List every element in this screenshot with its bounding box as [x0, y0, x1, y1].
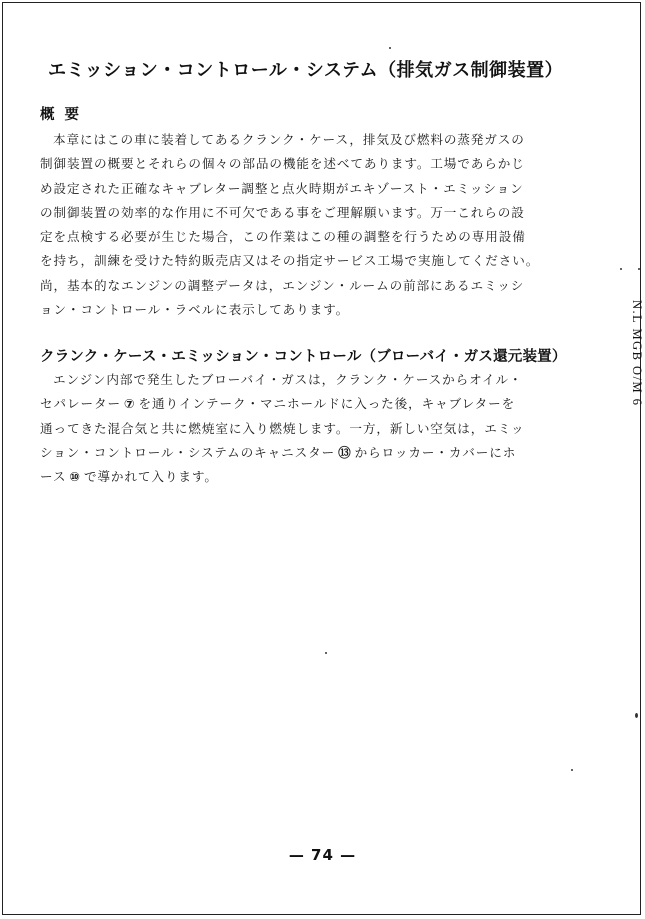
- section-heading-crankcase-emission: クランク・ケース・エミッション・コントロール（ブローバイ・ガス還元装置）: [40, 349, 567, 365]
- line-text: を通りインテーク・マニホールドに入った後，キャブレターを: [138, 396, 516, 412]
- paragraph-line: [40, 368, 602, 392]
- paragraph-line: の制御装置の効率的な作用に不可欠である事をご理解願います。万一これらの設: [40, 204, 525, 220]
- paragraph-line: 制御装置の概要とそれらの個々の部品の機能を述べてあります。工場であらかじ: [40, 156, 525, 172]
- scan-speck: [571, 769, 573, 771]
- paragraph-line: [40, 441, 602, 465]
- page-number: — 74 —: [288, 846, 357, 864]
- paragraph-line: を持ち，訓練を受けた特約販売店又はその指定サービス工場で実施してください。: [40, 253, 540, 269]
- line-text: セパレーター: [40, 396, 121, 412]
- line-text: ション・コントロール・システムのキャニスター: [40, 444, 336, 460]
- paragraph-line: [40, 417, 602, 441]
- overview-paragraph: [40, 128, 602, 322]
- crankcase-paragraph: [40, 368, 602, 489]
- line-text: エンジン内部で発生したブローバイ・ガスは，クランク・ケースからオイル・: [53, 372, 523, 387]
- line-text: 通ってきた混合気と共に燃焼室に入り燃焼します。一方，新しい空気は，エミッ: [40, 420, 525, 436]
- part-reference-number: ⑬: [338, 444, 352, 460]
- side-margin-label-text: N.L MGB O/M 6: [630, 300, 644, 407]
- scan-speck: [325, 652, 327, 654]
- scan-speck: [620, 268, 622, 270]
- paragraph-line: め設定された正確なキャブレター調整と点火時期がエキゾースト・エミッション: [40, 180, 524, 196]
- paragraph-line: ョン・コントロール・ラベルに表示してあります。: [40, 302, 350, 318]
- scan-speck: [635, 713, 638, 718]
- paragraph-line: 本章にはこの車に装着してあるクランク・ケース，排気及び燃料の蒸発ガスの: [53, 132, 525, 147]
- part-reference-number: ⑦: [123, 396, 136, 412]
- paragraph-line: 定を点検する必要が生じた場合，この作業はこの種の調整を行うための専用設備: [40, 229, 526, 245]
- paragraph-line: [40, 392, 602, 416]
- part-reference-number: ⑩: [69, 469, 81, 485]
- line-text: からロッカー・カバーにホ: [354, 444, 517, 460]
- line-text: ース: [40, 469, 67, 485]
- paragraph-line: [40, 465, 602, 489]
- side-margin-label: [612, 300, 645, 440]
- paragraph-line: 尚，基本的なエンジンの調整データは，エンジン・ルームの前部にあるエミッシ: [40, 277, 525, 293]
- section-heading-overview: 概要: [40, 107, 89, 123]
- line-text: で導かれて入ります。: [83, 469, 218, 485]
- page-title: エミッション・コントロール・システム（排気ガス制御装置）: [48, 60, 564, 81]
- scan-speck: [638, 268, 640, 270]
- scan-speck: [389, 47, 391, 49]
